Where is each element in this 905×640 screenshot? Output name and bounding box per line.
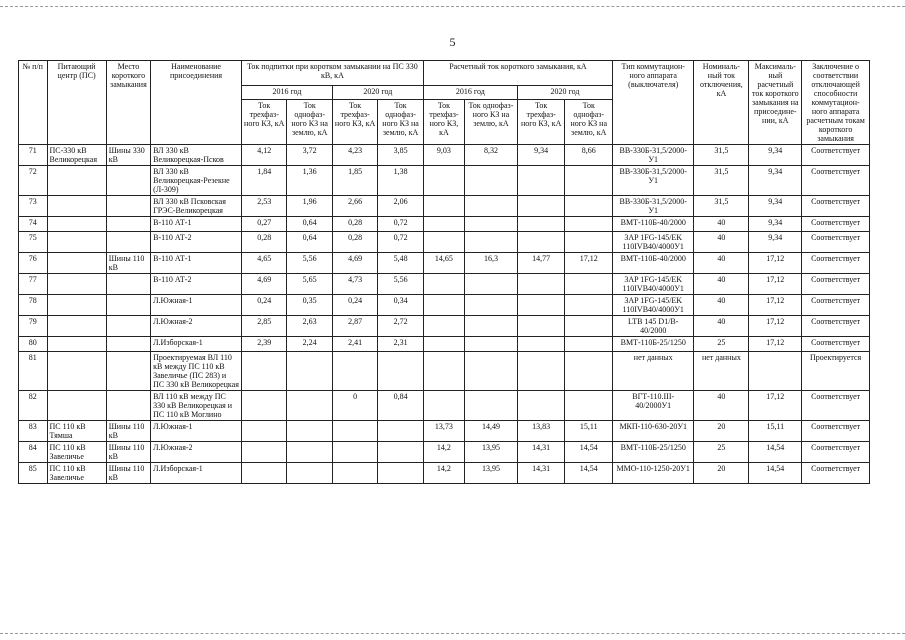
row-feed-2016-three-phase: 2,39 xyxy=(242,337,287,352)
row-fault-place xyxy=(106,274,150,295)
table-row xyxy=(19,217,870,232)
row-feed-2020-one-phase: 5,48 xyxy=(378,253,424,274)
header-conclusion: Заключение о соответствии отключающей способности коммутацион-ного аппарата расчетным токам короткого замыкания xyxy=(802,61,870,145)
row-calc-2020-one-phase xyxy=(565,217,613,232)
row-calc-2020-one-phase: 14,54 xyxy=(565,463,613,484)
row-feeding-center: ПС-330 кВ Великорецкая xyxy=(47,145,106,166)
row-calc-2020-one-phase xyxy=(565,337,613,352)
row-feed-2020-three-phase: 2,87 xyxy=(332,316,377,337)
row-nominal-current: 40 xyxy=(694,253,749,274)
row-feed-2016-one-phase xyxy=(287,352,332,391)
row-number: 75 xyxy=(19,232,48,253)
row-connection: В-110 АТ-2 xyxy=(151,232,242,253)
row-connection: Л.Южная-2 xyxy=(151,316,242,337)
row-calc-2016-three-phase xyxy=(423,196,464,217)
row-number: 81 xyxy=(19,352,48,391)
row-max-current: 17,12 xyxy=(749,316,802,337)
row-feed-2020-three-phase: 1,85 xyxy=(332,166,377,196)
page-number: 5 xyxy=(449,35,456,49)
row-nominal-current: 40 xyxy=(694,316,749,337)
row-connection: Л.Южная-1 xyxy=(151,295,242,316)
row-device-type: ВМТ-110Б-25/1250 xyxy=(613,442,694,463)
row-nominal-current: 40 xyxy=(694,391,749,421)
row-max-current: 9,34 xyxy=(749,217,802,232)
row-max-current: 17,12 xyxy=(749,337,802,352)
row-number: 82 xyxy=(19,391,48,421)
row-calc-2016-three-phase: 14,2 xyxy=(423,442,464,463)
row-feeding-center: ПС 110 кВ Завеличье xyxy=(47,442,106,463)
row-max-current: 9,34 xyxy=(749,232,802,253)
row-calc-2020-one-phase: 17,12 xyxy=(565,253,613,274)
row-feed-2020-three-phase: 2,66 xyxy=(332,196,377,217)
row-max-current: 17,12 xyxy=(749,295,802,316)
row-connection: В-110 АТ-1 xyxy=(151,253,242,274)
table-row xyxy=(19,253,870,274)
row-max-current xyxy=(749,352,802,391)
row-calc-2016-three-phase xyxy=(423,232,464,253)
row-feed-2016-one-phase: 0,35 xyxy=(287,295,332,316)
row-conclusion: Соответствует xyxy=(802,253,870,274)
row-device-type: ММО-110-1250-20У1 xyxy=(613,463,694,484)
row-feed-2016-one-phase: 1,36 xyxy=(287,166,332,196)
row-feed-2020-one-phase: 5,56 xyxy=(378,274,424,295)
row-feeding-center xyxy=(47,217,106,232)
row-conclusion: Соответствует xyxy=(802,145,870,166)
row-calc-2020-three-phase xyxy=(517,295,565,316)
row-calc-2020-one-phase: 14,54 xyxy=(565,442,613,463)
table-row xyxy=(19,166,870,196)
row-calc-2016-three-phase: 9,03 xyxy=(423,145,464,166)
row-calc-2020-one-phase xyxy=(565,232,613,253)
row-number: 83 xyxy=(19,421,48,442)
row-feed-2020-one-phase: 3,85 xyxy=(378,145,424,166)
header-feed-2016-one-phase: Ток однофаз-ного КЗ на землю, кА xyxy=(287,99,332,145)
header-place: Место короткого замыкания xyxy=(106,61,150,145)
row-number: 71 xyxy=(19,145,48,166)
row-feed-2016-one-phase xyxy=(287,442,332,463)
row-feed-2020-one-phase: 0,72 xyxy=(378,232,424,253)
row-connection: ВЛ 330 кВ Великорецкая-Резекне (Л-309) xyxy=(151,166,242,196)
header-connection: Наименование присоединения xyxy=(151,61,242,145)
row-fault-place xyxy=(106,295,150,316)
table-row xyxy=(19,442,870,463)
row-calc-2020-three-phase xyxy=(517,274,565,295)
row-fault-place xyxy=(106,166,150,196)
row-calc-2020-three-phase xyxy=(517,316,565,337)
row-conclusion: Соответствует xyxy=(802,337,870,352)
table-header xyxy=(19,61,870,145)
row-feed-2020-three-phase: 4,73 xyxy=(332,274,377,295)
row-max-current: 14,54 xyxy=(749,442,802,463)
row-calc-2016-one-phase xyxy=(465,217,518,232)
row-nominal-current: 40 xyxy=(694,217,749,232)
row-connection: Л.Изборская-1 xyxy=(151,463,242,484)
header-max: Максималь-ный расчетный ток короткого замыкания на присоедине-нии, кА xyxy=(749,61,802,145)
header-calc-2016-one-phase: Ток однофаз-ного КЗ на землю, кА xyxy=(465,99,518,145)
row-feed-2020-one-phase xyxy=(378,442,424,463)
row-nominal-current: 40 xyxy=(694,232,749,253)
row-calc-2016-three-phase xyxy=(423,352,464,391)
row-device-type: нет данных xyxy=(613,352,694,391)
row-feeding-center xyxy=(47,391,106,421)
row-fault-place xyxy=(106,196,150,217)
header-nominal: Номиналь-ный ток отключения, кА xyxy=(694,61,749,145)
row-feed-2016-three-phase: 2,53 xyxy=(242,196,287,217)
row-feed-2016-one-phase: 1,96 xyxy=(287,196,332,217)
row-calc-2016-one-phase: 13,95 xyxy=(465,442,518,463)
row-calc-2020-three-phase xyxy=(517,352,565,391)
row-calc-2020-one-phase xyxy=(565,316,613,337)
row-feed-2020-one-phase: 0,84 xyxy=(378,391,424,421)
row-calc-2016-three-phase: 14,2 xyxy=(423,463,464,484)
row-device-type: 3AP 1FG-145/EK 110IVB40/4000У1 xyxy=(613,232,694,253)
row-fault-place: Шины 110 кВ xyxy=(106,442,150,463)
row-calc-2020-one-phase xyxy=(565,196,613,217)
row-feed-2016-three-phase: 1,84 xyxy=(242,166,287,196)
row-feed-2016-one-phase: 2,63 xyxy=(287,316,332,337)
row-max-current: 17,12 xyxy=(749,274,802,295)
row-max-current: 17,12 xyxy=(749,391,802,421)
row-conclusion: Соответствует xyxy=(802,166,870,196)
row-nominal-current: 31,5 xyxy=(694,166,749,196)
row-connection: Л.Изборская-1 xyxy=(151,337,242,352)
row-feed-2016-one-phase xyxy=(287,463,332,484)
row-calc-2020-one-phase xyxy=(565,166,613,196)
row-feed-2020-three-phase xyxy=(332,352,377,391)
row-feed-2020-one-phase: 2,72 xyxy=(378,316,424,337)
row-calc-2020-one-phase xyxy=(565,274,613,295)
row-fault-place: Шины 110 кВ xyxy=(106,253,150,274)
row-connection: Проектируемая ВЛ 110 кВ между ПС 110 кВ Завеличье (ПС 283) и ПС 330 кВ Великорецкая xyxy=(151,352,242,391)
row-conclusion: Соответствует xyxy=(802,391,870,421)
row-conclusion: Проектируется xyxy=(802,352,870,391)
row-nominal-current: 31,5 xyxy=(694,145,749,166)
row-feed-2016-one-phase: 3,72 xyxy=(287,145,332,166)
row-calc-2020-three-phase xyxy=(517,391,565,421)
row-nominal-current: 25 xyxy=(694,337,749,352)
row-feed-2016-one-phase: 2,24 xyxy=(287,337,332,352)
row-number: 85 xyxy=(19,463,48,484)
row-nominal-current: 31,5 xyxy=(694,196,749,217)
row-feeding-center xyxy=(47,166,106,196)
row-number: 72 xyxy=(19,166,48,196)
row-nominal-current: 25 xyxy=(694,442,749,463)
table-row xyxy=(19,295,870,316)
row-feed-2016-three-phase: 0,24 xyxy=(242,295,287,316)
row-calc-2020-three-phase: 14,31 xyxy=(517,463,565,484)
row-calc-2016-one-phase xyxy=(465,295,518,316)
table-row xyxy=(19,232,870,253)
row-calc-2020-three-phase xyxy=(517,166,565,196)
row-calc-2016-three-phase xyxy=(423,166,464,196)
table-row xyxy=(19,337,870,352)
row-feed-2016-three-phase: 4,69 xyxy=(242,274,287,295)
header-feed-2016-three-phase: Ток трехфаз-ного КЗ, кА xyxy=(242,99,287,145)
row-feed-2016-three-phase xyxy=(242,442,287,463)
row-nominal-current: нет данных xyxy=(694,352,749,391)
row-calc-2016-one-phase xyxy=(465,391,518,421)
row-number: 84 xyxy=(19,442,48,463)
row-conclusion: Соответствует xyxy=(802,463,870,484)
row-nominal-current: 40 xyxy=(694,274,749,295)
row-calc-2016-three-phase: 14,65 xyxy=(423,253,464,274)
row-fault-place xyxy=(106,217,150,232)
row-calc-2016-one-phase xyxy=(465,352,518,391)
row-device-type: ВВ-330Б-31,5/2000-У1 xyxy=(613,196,694,217)
row-calc-2020-three-phase xyxy=(517,217,565,232)
row-calc-2020-three-phase: 9,34 xyxy=(517,145,565,166)
row-conclusion: Соответствует xyxy=(802,442,870,463)
row-feed-2016-one-phase xyxy=(287,391,332,421)
row-calc-2016-one-phase: 8,32 xyxy=(465,145,518,166)
row-calc-2016-one-phase xyxy=(465,196,518,217)
row-feed-2020-three-phase: 0 xyxy=(332,391,377,421)
row-conclusion: Соответствует xyxy=(802,217,870,232)
header-calc-2016-three-phase: Ток трехфаз-ного КЗ, кА xyxy=(423,99,464,145)
header-center: Питающий центр (ПС) xyxy=(47,61,106,145)
row-feed-2020-one-phase: 2,31 xyxy=(378,337,424,352)
row-feeding-center xyxy=(47,274,106,295)
row-calc-2016-one-phase: 13,95 xyxy=(465,463,518,484)
row-feed-2016-one-phase: 0,64 xyxy=(287,217,332,232)
row-feeding-center xyxy=(47,337,106,352)
row-max-current: 9,34 xyxy=(749,166,802,196)
header-num: № п/п xyxy=(19,61,48,145)
row-feed-2020-one-phase: 0,72 xyxy=(378,217,424,232)
row-feed-2020-three-phase: 0,24 xyxy=(332,295,377,316)
row-feeding-center: ПС 110 кВ Тямша xyxy=(47,421,106,442)
table-row xyxy=(19,352,870,391)
row-calc-2016-one-phase xyxy=(465,316,518,337)
row-feed-2020-three-phase xyxy=(332,421,377,442)
row-max-current: 9,34 xyxy=(749,196,802,217)
header-feed-2020-three-phase: Ток трехфаз-ного КЗ, кА xyxy=(332,99,377,145)
row-device-type: ВМТ-110Б-40/2000 xyxy=(613,217,694,232)
row-feed-2020-one-phase: 0,34 xyxy=(378,295,424,316)
row-max-current: 9,34 xyxy=(749,145,802,166)
row-feed-2020-three-phase xyxy=(332,442,377,463)
row-calc-2016-one-phase xyxy=(465,166,518,196)
row-conclusion: Соответствует xyxy=(802,232,870,253)
header-calc-2016: 2016 год xyxy=(423,85,517,99)
row-connection: В-110 АТ-2 xyxy=(151,274,242,295)
header-feed-2020-one-phase: Ток однофаз-ного КЗ на землю, кА xyxy=(378,99,424,145)
row-feed-2016-one-phase: 5,65 xyxy=(287,274,332,295)
row-device-type: 3AP 1FG-145/EK 110IVB40/4000У1 xyxy=(613,295,694,316)
row-feed-2020-three-phase: 2,41 xyxy=(332,337,377,352)
row-calc-2020-one-phase xyxy=(565,391,613,421)
row-calc-2016-three-phase: 13,73 xyxy=(423,421,464,442)
row-feeding-center xyxy=(47,352,106,391)
row-max-current: 14,54 xyxy=(749,463,802,484)
header-feed-2016: 2016 год xyxy=(242,85,333,99)
header-device: Тип коммутацион-ного аппарата (выключателя) xyxy=(613,61,694,145)
row-number: 74 xyxy=(19,217,48,232)
row-max-current: 17,12 xyxy=(749,253,802,274)
row-calc-2016-one-phase xyxy=(465,232,518,253)
row-calc-2016-three-phase xyxy=(423,274,464,295)
row-number: 80 xyxy=(19,337,48,352)
row-feed-2020-one-phase: 2,06 xyxy=(378,196,424,217)
row-max-current: 15,11 xyxy=(749,421,802,442)
row-conclusion: Соответствует xyxy=(802,274,870,295)
row-calc-2016-one-phase: 16,3 xyxy=(465,253,518,274)
row-feed-2016-three-phase: 4,65 xyxy=(242,253,287,274)
row-calc-2020-three-phase: 14,77 xyxy=(517,253,565,274)
row-feed-2016-one-phase: 5,56 xyxy=(287,253,332,274)
row-feeding-center xyxy=(47,196,106,217)
header-calc-2020: 2020 год xyxy=(517,85,612,99)
row-calc-2016-three-phase xyxy=(423,337,464,352)
row-connection: ВЛ 110 кВ между ПС 330 кВ Великорецкая и ПС 110 кВ Моглино xyxy=(151,391,242,421)
row-calc-2020-three-phase: 14,31 xyxy=(517,442,565,463)
row-calc-2016-three-phase xyxy=(423,217,464,232)
row-fault-place: Шины 110 кВ xyxy=(106,421,150,442)
row-calc-2016-one-phase xyxy=(465,337,518,352)
row-calc-2020-three-phase xyxy=(517,337,565,352)
row-fault-place: Шины 110 кВ xyxy=(106,463,150,484)
row-feed-2016-three-phase: 0,28 xyxy=(242,232,287,253)
row-device-type: ВМТ-110Б-25/1250 xyxy=(613,337,694,352)
row-feed-2020-three-phase xyxy=(332,463,377,484)
row-feed-2016-three-phase: 4,12 xyxy=(242,145,287,166)
row-feed-2020-three-phase: 4,23 xyxy=(332,145,377,166)
row-feed-2020-one-phase xyxy=(378,421,424,442)
row-fault-place xyxy=(106,316,150,337)
row-nominal-current: 20 xyxy=(694,421,749,442)
row-feed-2020-one-phase xyxy=(378,463,424,484)
row-calc-2016-three-phase xyxy=(423,391,464,421)
row-conclusion: Соответствует xyxy=(802,421,870,442)
row-feeding-center xyxy=(47,232,106,253)
row-feed-2016-three-phase: 2,85 xyxy=(242,316,287,337)
row-number: 78 xyxy=(19,295,48,316)
row-calc-2016-one-phase: 14,49 xyxy=(465,421,518,442)
header-feed-2020: 2020 год xyxy=(332,85,423,99)
table-row xyxy=(19,421,870,442)
row-fault-place xyxy=(106,352,150,391)
header-feed-group: Ток подпитки при коротком замыкании на ПС 330 кВ, кА xyxy=(242,61,424,86)
row-device-type: ВВ-330Б-31,5/2000-У1 xyxy=(613,145,694,166)
row-calc-2020-three-phase xyxy=(517,196,565,217)
scan-edge-bottom xyxy=(0,633,905,634)
row-calc-2020-three-phase: 13,83 xyxy=(517,421,565,442)
header-calc-2020-three-phase: Ток трехфаз-ного КЗ, кА xyxy=(517,99,565,145)
row-feed-2016-one-phase xyxy=(287,421,332,442)
row-connection: Л.Южная-1 xyxy=(151,421,242,442)
row-device-type: LTB 145 D1/B-40/2000 xyxy=(613,316,694,337)
row-calc-2020-one-phase: 15,11 xyxy=(565,421,613,442)
row-nominal-current: 40 xyxy=(694,295,749,316)
row-feeding-center: ПС 110 кВ Завеличье xyxy=(47,463,106,484)
row-calc-2020-one-phase xyxy=(565,352,613,391)
row-calc-2016-one-phase xyxy=(465,274,518,295)
row-fault-place xyxy=(106,391,150,421)
row-conclusion: Соответствует xyxy=(802,316,870,337)
row-feed-2016-three-phase: 0,27 xyxy=(242,217,287,232)
table-row xyxy=(19,463,870,484)
row-fault-place: Шины 330 кВ xyxy=(106,145,150,166)
row-feeding-center xyxy=(47,316,106,337)
row-feed-2016-three-phase xyxy=(242,421,287,442)
row-nominal-current: 20 xyxy=(694,463,749,484)
row-device-type: ВМТ-110Б-40/2000 xyxy=(613,253,694,274)
row-feed-2020-three-phase: 4,69 xyxy=(332,253,377,274)
header-calc-group: Расчетный ток короткого замыкания, кА xyxy=(423,61,612,86)
row-feed-2020-three-phase: 0,28 xyxy=(332,232,377,253)
row-calc-2020-three-phase xyxy=(517,232,565,253)
table-row xyxy=(19,274,870,295)
row-connection: В-110 АТ-1 xyxy=(151,217,242,232)
table-row xyxy=(19,145,870,166)
row-number: 77 xyxy=(19,274,48,295)
table-body xyxy=(19,145,870,484)
table-row xyxy=(19,196,870,217)
header-calc-2020-one-phase: Ток однофаз-ного КЗ на землю, кА xyxy=(565,99,613,145)
row-calc-2016-three-phase xyxy=(423,295,464,316)
row-device-type: ВВ-330Б-31,5/2000-У1 xyxy=(613,166,694,196)
row-calc-2020-one-phase: 8,66 xyxy=(565,145,613,166)
scan-edge-top xyxy=(0,6,905,7)
row-number: 76 xyxy=(19,253,48,274)
row-feeding-center xyxy=(47,253,106,274)
row-connection: ВЛ 330 кВ Великорецкая-Псков xyxy=(151,145,242,166)
row-feed-2020-one-phase xyxy=(378,352,424,391)
row-number: 73 xyxy=(19,196,48,217)
row-device-type: ВГТ-110.III-40/2000У1 xyxy=(613,391,694,421)
row-connection: ВЛ 330 кВ Псковская ГРЭС-Великорецкая xyxy=(151,196,242,217)
row-feed-2016-three-phase xyxy=(242,391,287,421)
short-circuit-table xyxy=(18,60,870,484)
row-conclusion: Соответствует xyxy=(802,295,870,316)
row-conclusion: Соответствует xyxy=(802,196,870,217)
row-number: 79 xyxy=(19,316,48,337)
row-feeding-center xyxy=(47,295,106,316)
row-device-type: МКП-110-630-20У1 xyxy=(613,421,694,442)
row-feed-2020-one-phase: 1,38 xyxy=(378,166,424,196)
row-feed-2020-three-phase: 0,28 xyxy=(332,217,377,232)
row-calc-2020-one-phase xyxy=(565,295,613,316)
row-fault-place xyxy=(106,232,150,253)
row-device-type: 3AP 1FG-145/EK 110IVB40/4000У1 xyxy=(613,274,694,295)
table-row xyxy=(19,391,870,421)
row-feed-2016-three-phase xyxy=(242,463,287,484)
table-row xyxy=(19,316,870,337)
row-feed-2016-one-phase: 0,64 xyxy=(287,232,332,253)
row-connection: Л.Южная-2 xyxy=(151,442,242,463)
row-feed-2016-three-phase xyxy=(242,352,287,391)
row-calc-2016-three-phase xyxy=(423,316,464,337)
row-fault-place xyxy=(106,337,150,352)
